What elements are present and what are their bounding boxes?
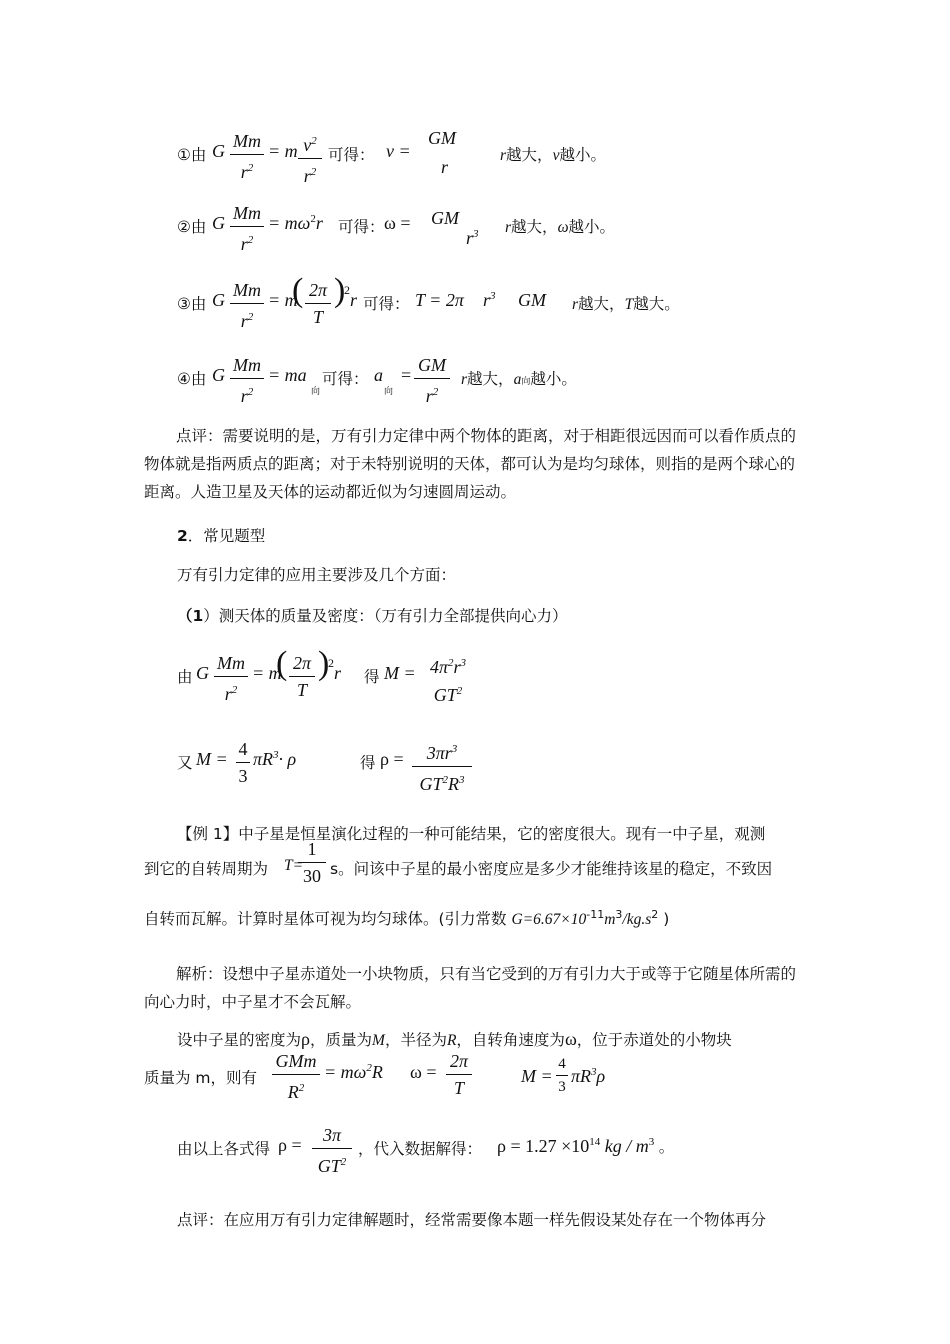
formula3-paren-fraction: 2π T: [305, 279, 331, 328]
mass-de: 得: [364, 668, 380, 686]
density-rho-eq: ρ =: [380, 749, 404, 769]
formula1-rhs-fraction: $v^2$ $r^2$: [298, 130, 322, 187]
setup-line-1: 设中子星的密度为ρ，质量为M，半径为R，自转角速度为ω，位于赤道处的小物块: [177, 1029, 732, 1049]
formula1-tail: r越大，v越小。: [500, 146, 606, 164]
comment-paragraph-2: 点评：在应用万有引力定律解题时，经常需要像本题一样先假设某处存在一个物体再分: [177, 1211, 767, 1229]
formula2-lhs-fraction: Mm $r^2$: [230, 202, 264, 255]
density-result-fraction: $3\pi r^3$ $GT^2R^3$: [412, 738, 472, 795]
density-frac: 4 3: [236, 738, 250, 787]
formula2-result-num: GM: [431, 208, 459, 228]
formula2-result-den: $r^3$: [466, 228, 479, 248]
mass-you: 由: [177, 668, 193, 686]
formula1-result-den: r: [441, 157, 449, 177]
example-T: T=: [284, 857, 304, 874]
formula4-rhs: = ma: [268, 365, 307, 385]
mass-left-paren: (: [276, 645, 288, 682]
item1-heading: （1）测天体的质量及密度：（万有引力全部提供向心力）: [177, 607, 568, 625]
formula3-T-eq: T = 2π: [415, 290, 464, 310]
example-period-fraction: 1 30: [298, 838, 326, 887]
formula3-lhs-fraction: Mm $r^2$: [230, 279, 264, 332]
mass-M-eq: M =: [384, 663, 416, 683]
formula1-G: G: [212, 141, 225, 161]
mass-G: G: [196, 663, 209, 683]
setup-piR: $\pi R^3\rho$: [571, 1066, 606, 1086]
formula2-G: G: [212, 213, 225, 233]
formula4-tail: r越大，a向越小。: [461, 370, 577, 388]
example-line-3: 自转而瓦解。计算时星体可视为均匀球体。(引力常数 $G=6.67\times 10^{-11}m^3/kg.s^2$ ): [144, 907, 670, 928]
formula1-result-num: GM: [428, 128, 456, 148]
formula3-right-paren: ): [334, 272, 346, 309]
formula2-w-eq: ω =: [384, 213, 411, 233]
mass-exp: 2: [328, 656, 334, 670]
mass-lhs-fraction: Mm $r^2$: [214, 652, 248, 705]
formula3-marker: ③由: [177, 295, 207, 313]
example-line-2a: 到它的自转周期为: [144, 860, 269, 878]
formula3-left-paren: (: [292, 272, 304, 309]
result-value: $\rho = 1.27 \times 10^{14}$ kg / $m^3$ 。: [497, 1136, 675, 1156]
formula1-kede: 可得：: [328, 146, 375, 164]
mass-eq-m: = m: [252, 663, 282, 683]
setup-w-eq: ω =: [410, 1062, 437, 1082]
setup-eq1-rhs: = $m\omega^2R$: [324, 1062, 383, 1082]
formula3-kede: 可得：: [363, 295, 410, 313]
formula1-v-eq: v =: [386, 141, 411, 161]
comment-paragraph-1: 点评：需要说明的是，万有引力定律中两个物体的距离，对于相距很远因而可以看作质点的物体就是指两质点的距离；对于未特别说明的天体，都可认为是均匀球体，则指的是两个球心的距离。人造卫星及天体的运动都近似为匀速圆周运动。: [144, 427, 797, 501]
mass-r: r: [334, 663, 342, 683]
formula1-lhs-fraction: Mm $r^2$: [230, 130, 264, 183]
density-you: 又: [177, 754, 193, 772]
mass-right-paren: ): [318, 645, 330, 682]
result-rho-eq: ρ =: [278, 1135, 302, 1155]
formula3-GM: GM: [518, 290, 546, 310]
formula3-exp: 2: [344, 283, 350, 297]
formula2-tail: r越大，ω越小。: [505, 218, 616, 236]
formula4-marker: ④由: [177, 370, 207, 388]
formula4-a: a: [374, 365, 383, 385]
formula4-a-sub: 向: [384, 387, 394, 397]
formula3-r: r: [350, 290, 358, 310]
formula4-eq: =: [401, 365, 412, 385]
formula4-result-fraction: GM $r^2$: [414, 354, 450, 407]
formula3-eq-m: = m: [268, 290, 298, 310]
section-heading: 2．常见题型: [177, 527, 266, 545]
example-line-2b: s。问该中子星的最小密度应是多少才能维持该星的稳定，不致因: [330, 860, 773, 878]
result-mid: ，代入数据解得：: [358, 1140, 483, 1158]
density-piR: $\pi R^3\cdot \rho$: [253, 749, 297, 769]
setup-frac: 4 3: [556, 1055, 568, 1096]
formula1-marker: ①由: [177, 146, 207, 164]
example-line-1: 【例 1】中子星是恒星演化过程的一种可能结果，它的密度很大。现有一中子星，观测: [177, 825, 766, 843]
formula4-sub: 向: [311, 387, 321, 397]
formula2-marker: ②由: [177, 218, 207, 236]
formula4-lhs-fraction: Mm $r^2$: [230, 354, 264, 407]
formula3-tail: r越大，T越大。: [572, 295, 680, 313]
mass-paren-fraction: 2π T: [289, 652, 315, 701]
density-de: 得: [360, 754, 376, 772]
formula2-rhs: = $m\omega^2r$: [268, 213, 323, 233]
result-fraction: 3π $GT^2$: [312, 1124, 352, 1177]
formula1-eq-m: = m: [268, 141, 298, 161]
setup-eq1-fraction: GMm $R^2$: [272, 1050, 320, 1103]
density-M-eq: M =: [196, 749, 228, 769]
formula4-kede: 可得：: [322, 370, 369, 388]
mass-result-fraction: $4\pi^2r^3$ $GT^2$: [429, 657, 467, 705]
analysis-paragraph: 解析：设想中子星赤道处一小块物质，只有当它受到的万有引力大于或等于它随星体所需的向心力时，中子星才不会瓦解。: [144, 965, 797, 1011]
formula2-kede: 可得：: [338, 218, 385, 236]
formula4-G: G: [212, 365, 225, 385]
setup-eq2-fraction: 2π T: [446, 1050, 472, 1099]
setup-M-eq: M =: [521, 1066, 553, 1086]
setup-line-2: 质量为 m，则有: [144, 1069, 258, 1087]
formula3-r3: $r^3$: [483, 290, 496, 310]
section-intro: 万有引力定律的应用主要涉及几个方面：: [177, 566, 457, 584]
formula3-G: G: [212, 290, 225, 310]
result-prefix: 由以上各式得: [177, 1140, 271, 1158]
